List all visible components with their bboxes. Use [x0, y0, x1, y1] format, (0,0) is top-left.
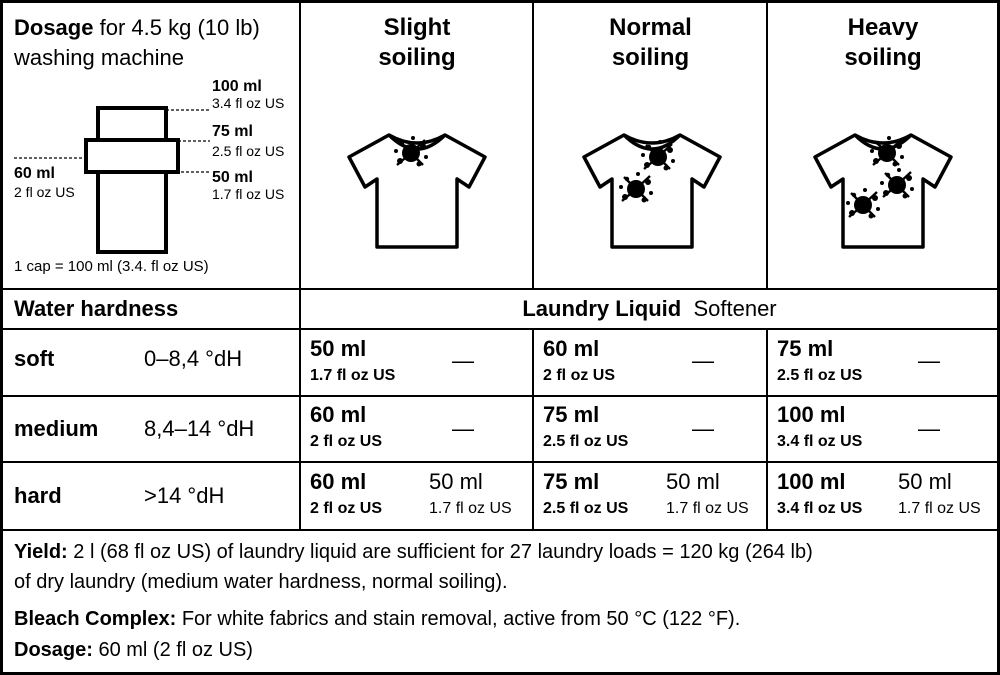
dose-medium-heavy-ml: 100 ml — [777, 402, 846, 427]
yield-text: 2 l (68 fl oz US) of laundry liquid are sufficient for 27 laundry loads = 120 kg (264 lb) — [73, 541, 813, 563]
dose-soft-slight-ml: 50 ml — [310, 336, 367, 361]
dose-medium-normal-floz: 2.5 fl oz US — [543, 433, 629, 450]
mark-75-ml: 75 ml — [212, 123, 253, 140]
softener-hard-heavy-floz: 1.7 fl oz US — [898, 500, 981, 517]
dose-hard-heavy-ml: 100 ml — [777, 469, 846, 494]
bleach-complex-line — [14, 609, 740, 629]
mark-60-ml: 60 ml — [14, 165, 55, 182]
mark-100-floz: 3.4 fl oz US — [212, 95, 285, 111]
tshirt-two-stains-icon — [584, 135, 720, 247]
yield-line1 — [14, 542, 813, 562]
dosage-box-title-line2: washing machine — [14, 45, 184, 70]
softener-medium-slight: — — [452, 416, 474, 441]
softener-soft-slight: — — [452, 348, 474, 373]
hardness-soft-name: soft — [14, 346, 55, 371]
soiling-slight-line2: soiling — [378, 44, 456, 71]
soiling-heavy-line1: Heavy — [847, 14, 919, 41]
bleach-text: For white fabrics and stain removal, active from 50 °C (122 °F). — [181, 608, 741, 630]
dose-soft-normal-ml: 60 ml — [543, 336, 600, 361]
mark-60-floz: 2 fl oz US — [14, 184, 75, 200]
dose-hard-normal-ml: 75 ml — [543, 469, 600, 494]
mark-50-ml: 50 ml — [212, 169, 253, 186]
hardness-medium-range: 8,4–14 °dH — [144, 416, 255, 441]
softener-hard-normal-floz: 1.7 fl oz US — [666, 500, 749, 517]
dose-hard-heavy-floz: 3.4 fl oz US — [777, 500, 863, 517]
laundry-header — [301, 298, 998, 320]
dose-hard-normal-floz: 2.5 fl oz US — [543, 500, 629, 517]
hardness-hard-range: >14 °dH — [144, 483, 225, 508]
dose-medium-heavy-floz: 3.4 fl oz US — [777, 433, 863, 450]
mark-100-ml: 100 ml — [212, 78, 262, 95]
dosage-footer-text: 60 ml (2 fl oz US) — [98, 639, 253, 661]
soiling-heavy-line2: soiling — [844, 44, 922, 71]
dosage-footer-label: Dosage: — [14, 639, 93, 661]
laundry-liquid-header: Laundry Liquid — [522, 296, 682, 321]
yield-label: Yield: — [14, 541, 68, 563]
dose-hard-slight-floz: 2 fl oz US — [310, 500, 383, 517]
hardness-medium-name: medium — [14, 416, 99, 441]
softener-hard-slight-floz: 1.7 fl oz US — [429, 500, 512, 517]
softener-hard-slight-ml: 50 ml — [429, 469, 483, 494]
cap-note: 1 cap = 100 ml (3.4. fl oz US) — [14, 258, 209, 275]
water-hardness-header: Water hardness — [14, 296, 179, 321]
softener-medium-normal: — — [692, 416, 714, 441]
softener-soft-normal: — — [692, 348, 714, 373]
soiling-slight-line1: Slight — [383, 14, 451, 41]
tshirt-three-stains-icon — [815, 135, 951, 247]
yield-line2: of dry laundry (medium water hardness, normal soiling). — [14, 571, 508, 593]
softener-hard-normal-ml: 50 ml — [666, 469, 720, 494]
mark-75-floz: 2.5 fl oz US — [212, 143, 285, 159]
dosage-line — [14, 640, 253, 660]
mark-50-floz: 1.7 fl oz US — [212, 186, 285, 202]
soiling-normal-line2: soiling — [611, 44, 690, 71]
dosage-box-title — [14, 17, 260, 39]
dose-soft-heavy-ml: 75 ml — [777, 336, 834, 361]
hardness-soft-range: 0–8,4 °dH — [144, 346, 243, 371]
dose-soft-normal-floz: 2 fl oz US — [543, 367, 616, 384]
dose-soft-heavy-floz: 2.5 fl oz US — [777, 367, 863, 384]
softener-header: Softener — [693, 296, 777, 321]
dosage-title-capacity: for 4.5 kg (10 lb) — [99, 15, 260, 40]
hardness-hard-name: hard — [14, 483, 62, 508]
dosage-title-label: Dosage — [14, 15, 94, 40]
dose-medium-slight-floz: 2 fl oz US — [310, 433, 383, 450]
dose-soft-slight-floz: 1.7 fl oz US — [310, 367, 396, 384]
softener-hard-heavy-ml: 50 ml — [898, 469, 952, 494]
softener-soft-heavy: — — [918, 348, 940, 373]
softener-medium-heavy: — — [918, 416, 940, 441]
tshirt-one-stain-icon — [349, 135, 485, 247]
dose-medium-normal-ml: 75 ml — [543, 402, 600, 427]
soiling-normal-line1: Normal — [609, 14, 692, 41]
dose-medium-slight-ml: 60 ml — [310, 402, 367, 427]
bleach-label: Bleach Complex: — [14, 608, 177, 630]
dose-hard-slight-ml: 60 ml — [310, 469, 367, 494]
